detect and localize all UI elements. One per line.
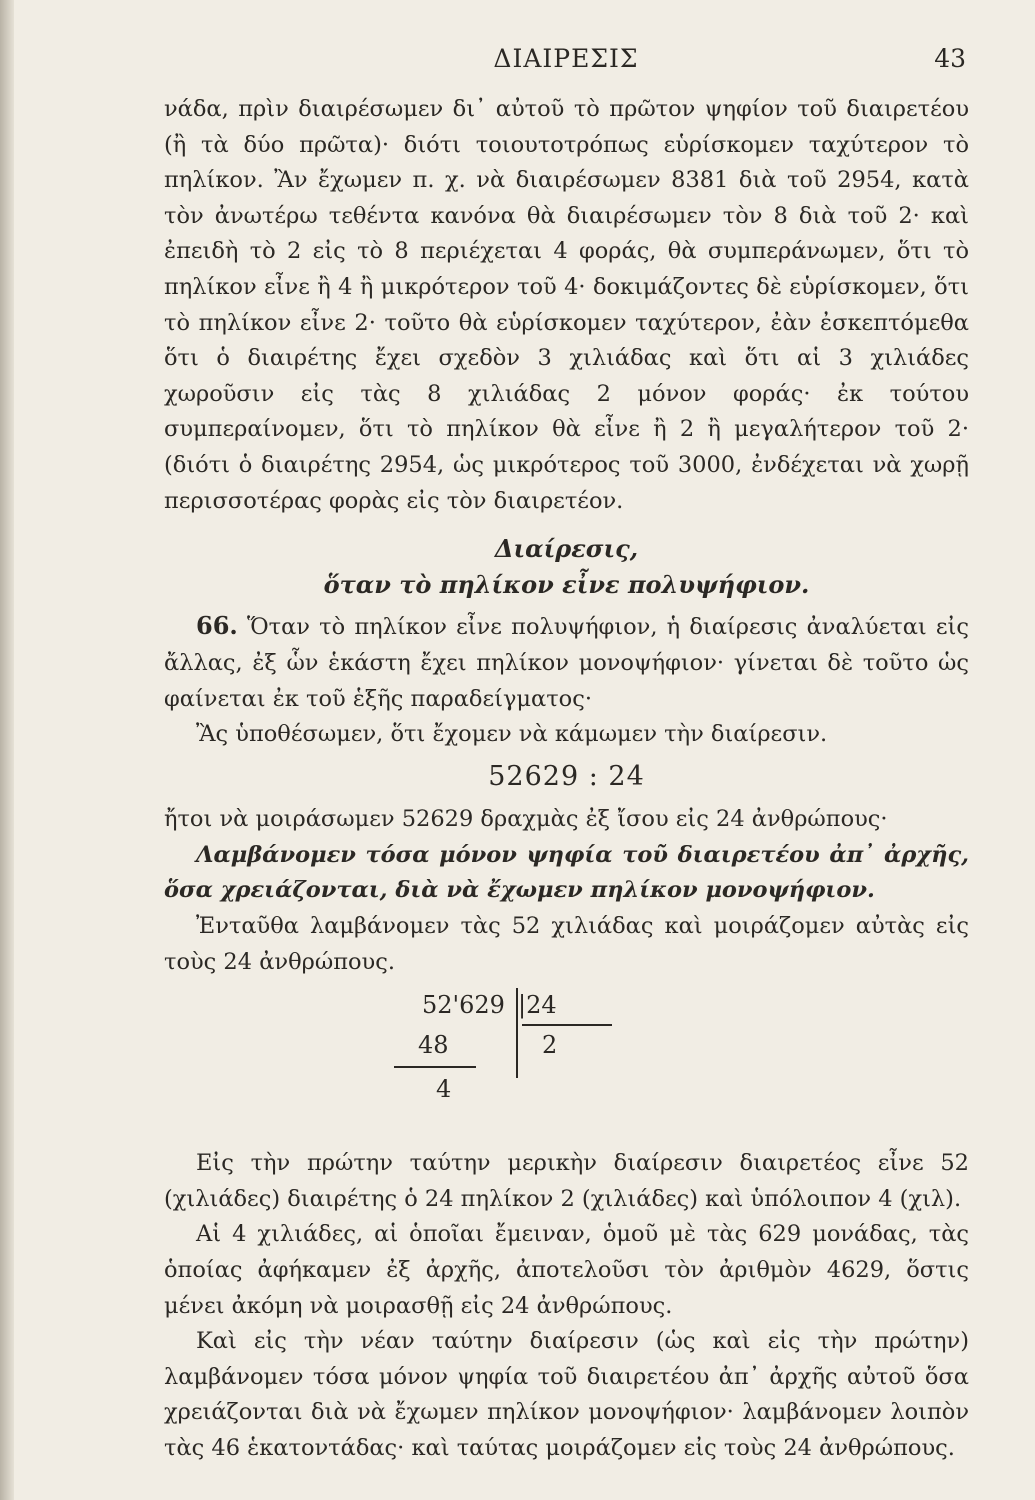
paragraph-66	[164, 608, 969, 717]
section-heading-title: Διαίρεσις,	[494, 534, 639, 564]
page-header	[166, 44, 966, 80]
page-number: 43	[934, 44, 966, 73]
paragraph-6: Εἰς τὴν πρώτην ταύτην μερικὴν διαίρεσιν διαιρετέος εἶνε 52 (χιλιάδες) διαιρέτης ὁ 24 πηλίκον 2 (χιλιάδες) καὶ ὑπόλοιπον 4 (χιλ).	[164, 1150, 969, 1212]
subtraction-rule	[394, 1066, 476, 1068]
division-subtrahend: 48	[418, 1031, 449, 1060]
section-heading-subtitle: ὅταν τὸ πηλίκον εἶνε πολυψήφιον.	[323, 569, 810, 599]
paragraph-1: νάδα, πρὶν διαιρέσωμεν δι᾽ αὐτοῦ τὸ πρῶτον ψηφίον τοῦ διαιρετέου (ἢ τὰ δύο πρῶτα)· διότι τοιουτοτρόπως εὑρίσκομεν ταχύτερον τὸ πηλίκον. Ἂν ἔχωμεν π. χ. νὰ διαιρέσωμεν 8381 διὰ τοῦ 2954, κατὰ τὸν ἀνωτέρω τεθέντα κανόνα θὰ διαιρέσωμεν τὸν 8 διὰ τοῦ 2· καὶ ἐπειδὴ τὸ 2 εἰς τὸ 8 περιέχεται 4 φοράς, θὰ συμπεράνωμεν, ὅτι τὸ πηλίκον εἶνε ἢ 4 ἢ μικρότερον τοῦ 4· δοκιμάζοντες δὲ εὑρίσκομεν, ὅτι τὸ πηλίκον εἶνε 2· τοῦτο θὰ εὑρίσκομεν ταχύτερον, ἐὰν ἐσκεπτόμεθα ὅτι ὁ διαιρέτης ἔχει σχεδὸν 3 χιλιάδας καὶ ὅτι αἱ 3 χιλιάδες χωροῦσιν εἰς τὰς 8 χιλιάδας 2 μόνον φοράς· ἐκ τούτου συμπεραίνομεν, ὅτι τὸ πηλίκον θὰ εἶνε ἢ 2 ἢ μεγαλήτερον τοῦ 2· (διότι ὁ διαιρέτης 2954, ὡς μικρότερος τοῦ 3000, ἐνδέχεται νὰ χωρῇ περισσοτέρας φορὰς εἰς τὸν διαιρετέον.	[164, 96, 969, 514]
paragraph-3: Ἂς ὑποθέσωμεν, ὅτι ἔχομεν νὰ κάμωμεν τὴν διαίρεσιν.	[196, 721, 828, 748]
paragraph-8: Καὶ εἰς τὴν νέαν ταύτην διαίρεσιν (ὡς καὶ εἰς τὴν πρώτην) λαμβάνομεν τόσα μόνον ψηφία τοῦ διαιρετέου ἀπ᾽ ἀρχῆς αὐτοῦ ὅσα χρειάζονται διὰ νὰ ἔχωμεν πηλίκον μονοψήφιον· λαμβάνομεν λοιπὸν τὰς 46 ἑκατοντάδας· καὶ ταύτας μοιράζομεν εἰς τοὺς 24 ἀνθρώπους.	[164, 1328, 969, 1461]
section-number: 66.	[196, 611, 238, 641]
divisor-rule	[522, 1024, 612, 1026]
long-division-layout	[164, 984, 969, 1134]
division-vertical-rule	[516, 988, 518, 1078]
division-remainder: 4	[436, 1075, 452, 1104]
paragraph-4: ἤτοι νὰ μοιράσωμεν 52629 δραχμὰς ἐξ ἴσου εἰς 24 ἀνθρώπους·	[164, 806, 888, 833]
paragraph-7: Αἱ 4 χιλιάδες, αἱ ὁποῖαι ἔμειναν, ὁμοῦ μὲ τὰς 629 μονάδας, τὰς ὁποίας ἀφήκαμεν ἐξ ἀρχῆς, ἀποτελοῦσι τὸν ἀριθμὸν 4629, ὅστις μένει ἀκόμη νὰ μοιρασθῇ εἰς 24 ἀνθρώπους.	[164, 1221, 969, 1319]
running-title: ΔΙΑΙΡΕΣΙΣ	[493, 44, 639, 73]
page-spine-shadow	[0, 0, 14, 1500]
division-quotient: 2	[542, 1031, 558, 1060]
page-body	[164, 92, 969, 1467]
paragraph-66-text: Ὅταν τὸ πηλίκον εἶνε πολυψήφιον, ἡ διαίρεσις ἀναλύεται εἰς ἄλλας, ἐξ ὧν ἑκάστη ἔχει πηλίκον μονοψήφιον· γίνεται δὲ τοῦτο ὡς φαίνεται ἐκ τοῦ ἑξῆς παραδείγματος·	[164, 614, 969, 712]
division-dividend: 52'629	[422, 991, 505, 1020]
paragraph-5: Ἐνταῦθα λαμβάνομεν τὰς 52 χιλιάδας καὶ μοιράζομεν αὐτὰς εἰς τοὺς 24 ἀνθρώπους.	[164, 913, 969, 975]
division-divisor: |24	[518, 991, 557, 1020]
division-equation: 52629 : 24	[488, 760, 645, 792]
rule-statement: Λαμβάνομεν τόσα μόνον ψηφία τοῦ διαιρετέου ἀπ᾽ ἀρχῆς, ὅσα χρειάζονται, διὰ νὰ ἔχωμεν πηλίκον μονοψήφιον.	[164, 841, 969, 904]
